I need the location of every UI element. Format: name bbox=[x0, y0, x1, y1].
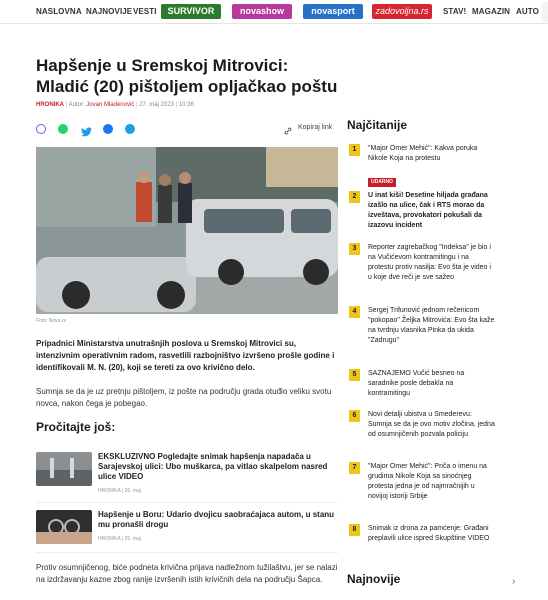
related-thumb[interactable] bbox=[36, 510, 92, 544]
related-meta: HRONIKA | 25. maj bbox=[98, 536, 141, 542]
most-read-title[interactable]: Sergej Trifunović jednom rečenicom "pokopao" Željka Mitrovića: Evo šta kaže na tvrdnju vlasnika Pinka da ukida "Zadrugu" bbox=[368, 307, 495, 344]
article-time: 10:36 bbox=[178, 102, 194, 108]
sidebar-title: Najčitanije bbox=[347, 118, 408, 132]
facebook-icon[interactable] bbox=[103, 124, 113, 134]
nav-auto[interactable]: AUTO bbox=[516, 7, 539, 16]
nav-magazin[interactable]: MAGAZIN bbox=[472, 7, 511, 16]
most-read-title[interactable]: SAZNAJEMO Vučić besneo na saradnike posle debakla na kontramitingu bbox=[368, 370, 465, 397]
divider bbox=[36, 502, 338, 503]
copy-link-button[interactable]: Kopiraj link bbox=[298, 124, 333, 131]
related-item[interactable] bbox=[36, 452, 338, 496]
whatsapp-icon[interactable] bbox=[58, 124, 68, 134]
rank-number: 8 bbox=[349, 524, 360, 536]
nav-survivor-logo[interactable]: SURVIVOR bbox=[161, 4, 221, 19]
nav-stav[interactable]: STAV! bbox=[443, 7, 467, 16]
related-title-text[interactable]: EKSKLUZIVNO Pogledajte snimak hapšenja napadača u Sarajevskoj ulici: Ubo muškarca, pa vitlao skalpelom nasred ulice VIDEO bbox=[98, 452, 328, 481]
article-photo bbox=[36, 147, 338, 314]
related-category: HRONIKA bbox=[98, 488, 121, 494]
article-meta: HRONIKA | Autor: Jovan Mladenović | 27. maj 2023 | 10:36 bbox=[36, 102, 194, 108]
author-label: Autor: bbox=[68, 102, 85, 108]
related-title: Pročitajte još: bbox=[36, 420, 116, 434]
nav-novasport-logo[interactable]: novasport bbox=[303, 4, 363, 19]
link-icon[interactable] bbox=[283, 123, 293, 133]
article-paragraph-1: Sumnja se da je uz pretnju pištoljem, iz pošte na području grada otuđio veliku svotu novca, nakon čega je pobegao. bbox=[36, 387, 332, 408]
related-date: 26. maj bbox=[124, 488, 141, 494]
rank-number: 1 bbox=[349, 144, 360, 156]
nav-scroll-edge bbox=[542, 2, 548, 22]
rank-number: 6 bbox=[349, 410, 360, 422]
rank-number: 5 bbox=[349, 369, 360, 381]
nav-novashow-logo[interactable]: novashow bbox=[232, 4, 292, 19]
twitter-icon[interactable] bbox=[81, 124, 91, 134]
telegram-icon[interactable] bbox=[125, 124, 135, 134]
rank-number: 7 bbox=[349, 462, 360, 474]
nav-najnovije[interactable]: NAJNOVIJE bbox=[86, 7, 133, 16]
related-category: HRONIKA bbox=[98, 536, 121, 542]
nav-zadovoljna-logo[interactable]: zadovoljna.rs bbox=[372, 4, 432, 19]
viber-icon[interactable] bbox=[36, 124, 46, 134]
most-read-title[interactable]: Snimak iz drona za pamćenje: Građani preplavili ulice ispred Skupštine VIDEO bbox=[368, 525, 490, 542]
nav-vesti[interactable]: VESTI bbox=[133, 7, 157, 16]
divider bbox=[36, 552, 338, 553]
related-item[interactable] bbox=[36, 510, 338, 546]
article-paragraph-2: Protiv osumnjičenog, biće podneta krivična prijava nadležnom tužilaštvu, jer se nalazi na izdržavanju kazne zbog ranije izvršenih istih krivičnih dela na području Šapca. bbox=[36, 563, 338, 584]
udarno-badge: UDARNO bbox=[368, 178, 396, 187]
top-navigation bbox=[0, 0, 548, 24]
rank-number: 3 bbox=[349, 243, 360, 255]
article-title: Hapšenje u Sremskoj Mitrovici: Mladić (20) pištoljem opljačkao poštu bbox=[36, 56, 338, 96]
most-read-title[interactable]: Reporter zagrebačkog "Indeksa" je bio i na Vučićevom kontramitingu i na protestu protiv nasilja: Evo šta je video i u koje dve reči je sve sažeo bbox=[368, 244, 491, 281]
chevron-right-icon[interactable]: › bbox=[512, 576, 516, 587]
related-title-text[interactable]: Hapšenje u Boru: Udario dvojicu saobraćajaca autom, u stanu mu pronašli drogu bbox=[98, 510, 335, 529]
related-meta: HRONIKA | 26. maj bbox=[98, 488, 141, 494]
related-thumb[interactable] bbox=[36, 452, 92, 486]
article-date: 27. maj 2023 bbox=[139, 102, 174, 108]
article-author[interactable]: Jovan Mladenović bbox=[86, 102, 135, 108]
article-lead: Pripadnici Ministarstva unutrašnjih poslova u Sremskoj Mitrovici su, intenzivnim operativnim radom, rasvetlili razbojništvo izvršeno prošle godine i identifikovali M. N. (20), koji se tereti za ovo krivično delo. bbox=[36, 339, 335, 372]
nav-naslovna[interactable]: NASLOVNA bbox=[36, 7, 82, 16]
photo-credit: Foto: Nova.rs bbox=[36, 318, 67, 324]
rank-number: 4 bbox=[349, 306, 360, 318]
most-read-title[interactable]: U inat kiši! Desetine hiljada građana izašlo na ulice, čak i RTS morao da izveštava, provokatori pokušali da izazovu incident bbox=[368, 192, 488, 229]
najnovije-title[interactable]: Najnovije bbox=[347, 572, 401, 586]
most-read-title[interactable]: "Major Omer Mehić": Priča o imenu na grudima Nikole Koja sa sinoćnjeg protesta jedna je od najmračnijih u novijoj istoriji Srbije bbox=[368, 463, 487, 500]
related-date: 25. maj bbox=[124, 536, 141, 542]
most-read-title[interactable]: Novi detalji ubistva u Smederevu: Sumnja se da je ovo motiv zločina, jedna od osumnjičenih pozvala policiju bbox=[368, 411, 495, 438]
most-read-title[interactable]: "Major Omer Mehić": Kakva poruka Nikole Koja na protestu bbox=[368, 145, 478, 162]
rank-number: 2 bbox=[349, 191, 360, 203]
article-category[interactable]: HRONIKA bbox=[36, 102, 64, 108]
